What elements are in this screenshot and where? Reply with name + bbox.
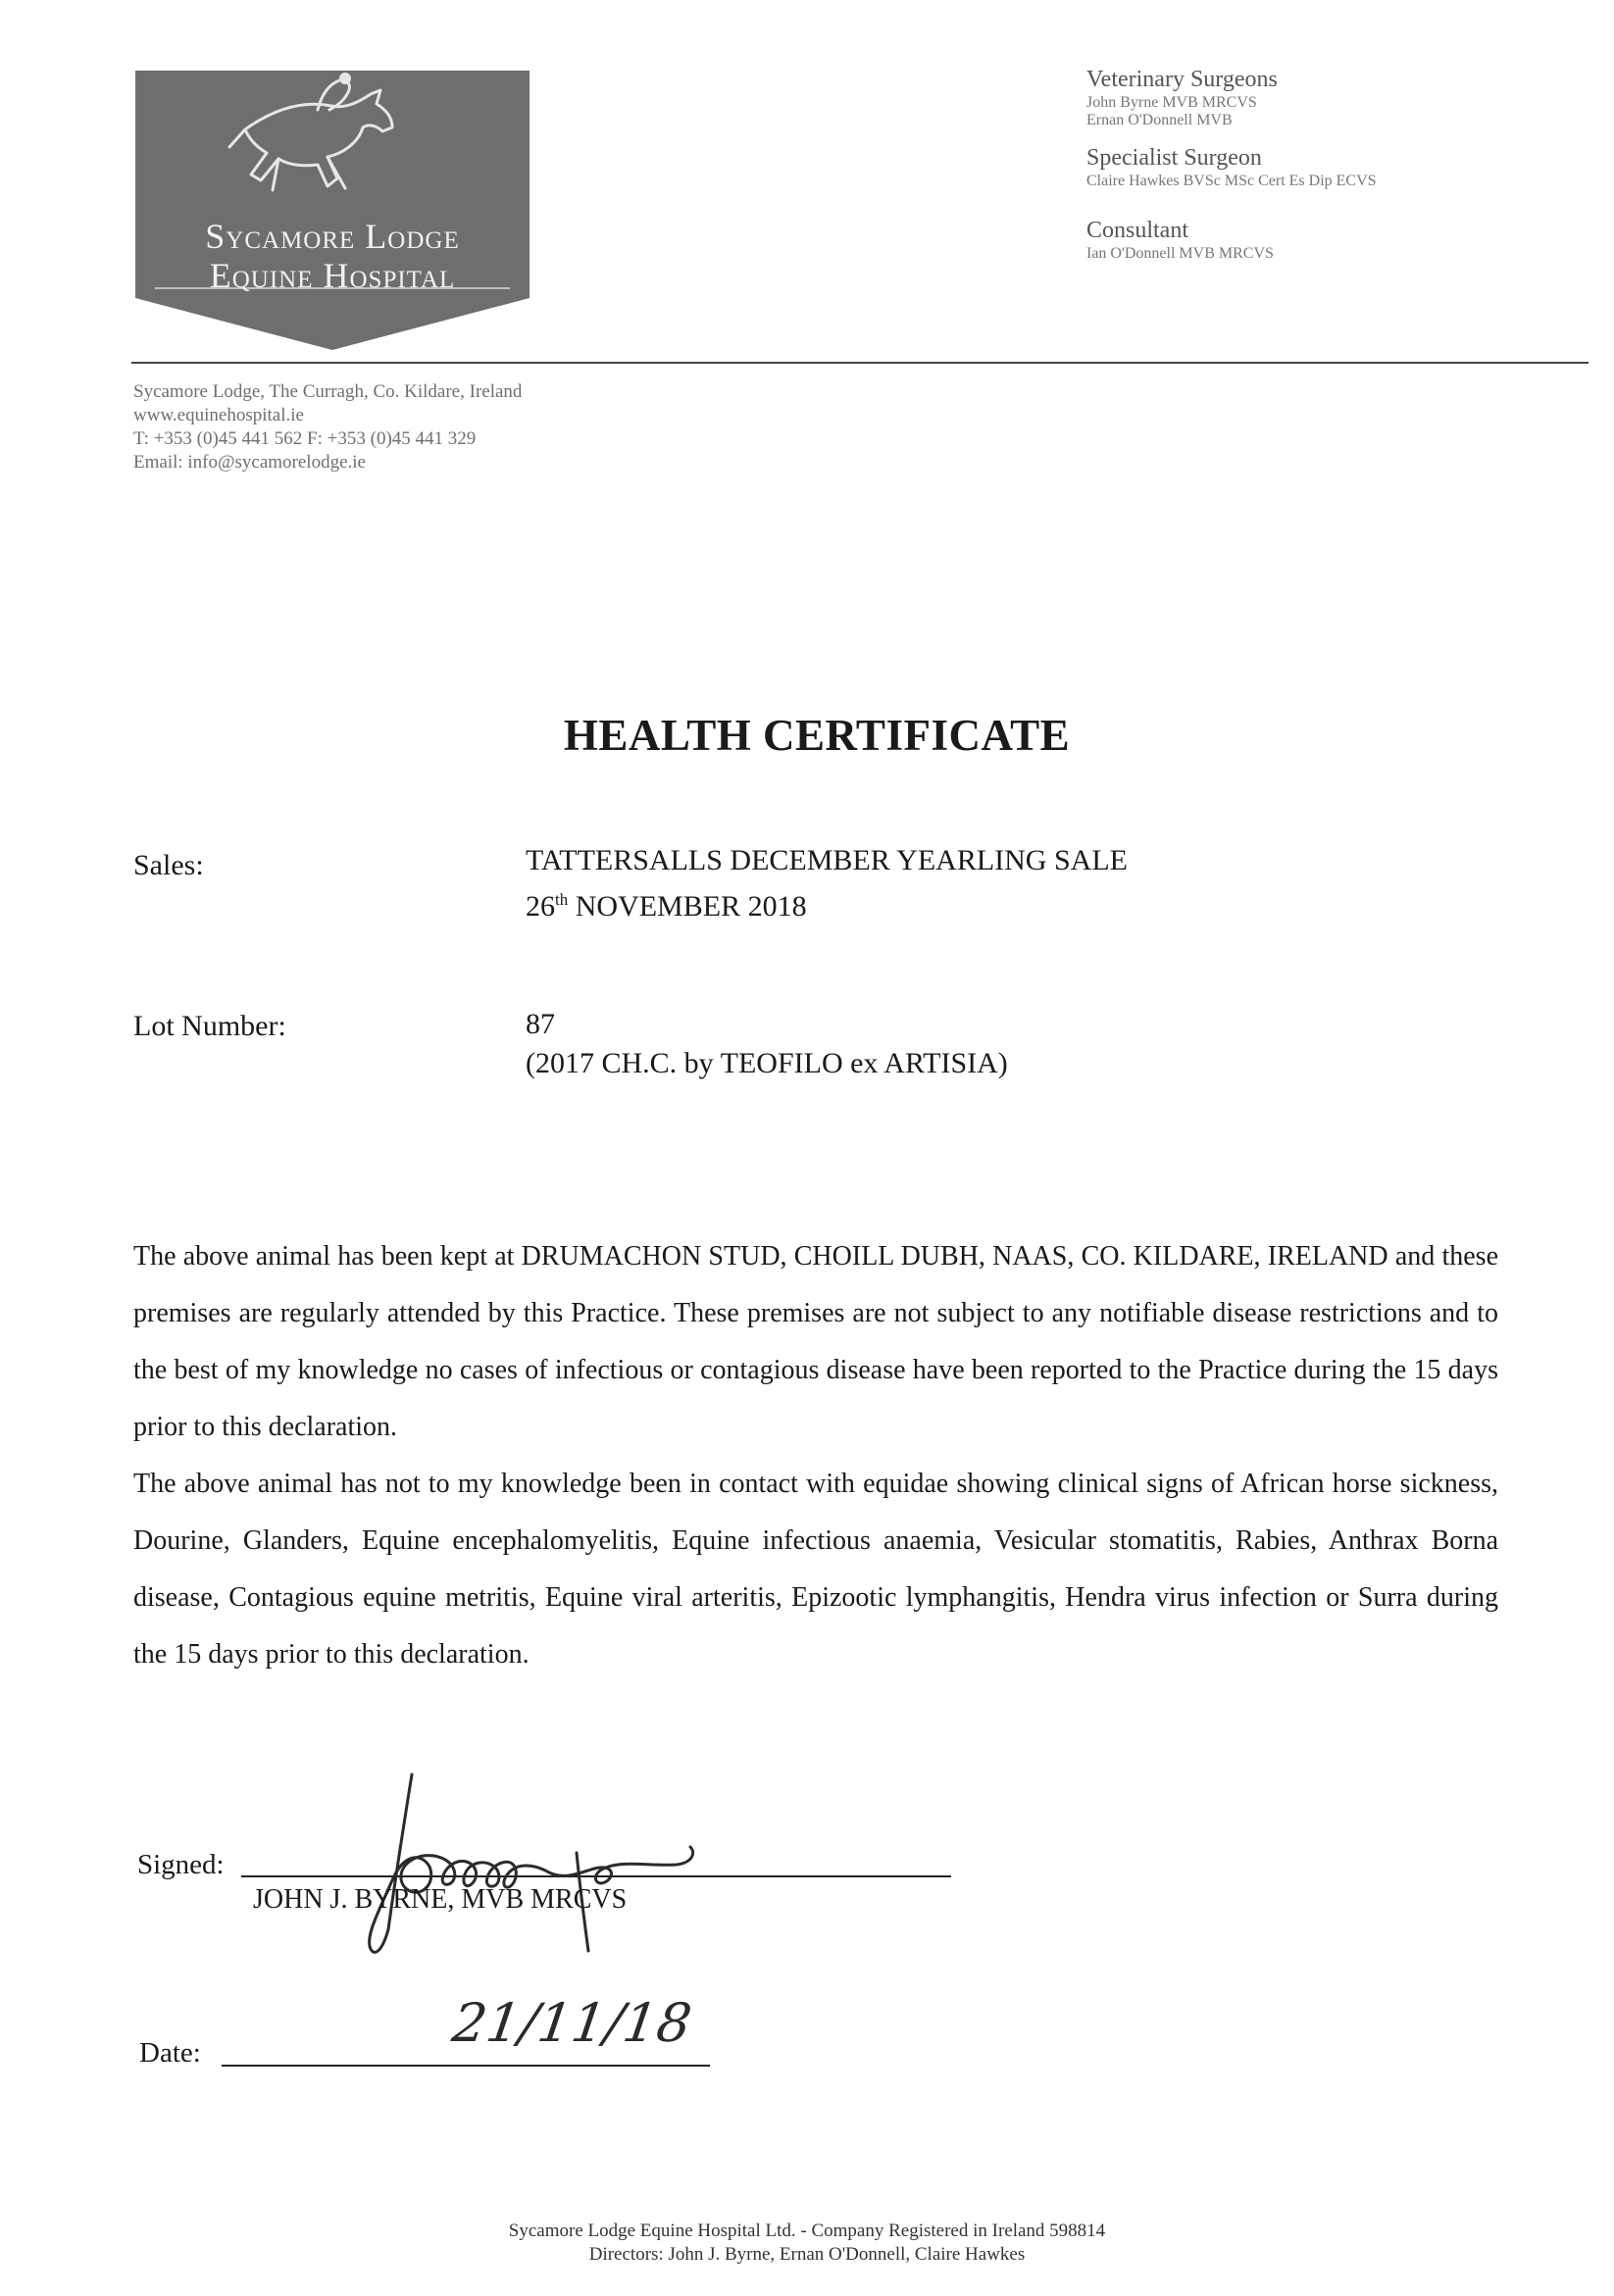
declaration-paragraph-1: The above animal has been kept at DRUMACHON STUD, CHOILL DUBH, NAAS, CO. KILDARE, IRELAND and these premises are regularly attended by this Practice. These premises are not subject to any notifiable disease restrictions and to the best of my knowledge no cases of infectious or contagious disease have been reported to the Practice during the 15 days prior to this declaration. [133, 1241, 1498, 1442]
directors-list: Directors: John J. Byrne, Ernan O'Donnell, Claire Hawkes [588, 2244, 1026, 2265]
signatory-name: JOHN J. BYRNE, MVB MRCVS [253, 1884, 628, 1915]
specialist-heading: Specialist Surgeon [1086, 145, 1262, 171]
email-link[interactable]: Email: info@sycamorelodge.ie [133, 452, 366, 473]
sales-name: TATTERSALLS DECEMBER YEARLING SALE [526, 844, 1128, 876]
vet-name: John Byrne MVB MRCVS [1086, 94, 1257, 111]
handwritten-signature [353, 1765, 765, 1961]
logo-banner-shape [135, 71, 530, 350]
staff-list [1086, 65, 1557, 276]
hospital-address [133, 380, 820, 474]
lot-description: (2017 CH.C. by TEOFILO ex ARTISIA) [526, 1047, 1008, 1079]
consultant-names [1086, 245, 1557, 263]
certificate-body [133, 1228, 1498, 1683]
logo-text-line2: Equine Hospital [209, 256, 456, 295]
company-registration: Sycamore Lodge Equine Hospital Ltd. - Company Registered in Ireland 598814 [508, 2221, 1106, 2241]
date-line [222, 2065, 710, 2067]
address-line: Sycamore Lodge, The Curragh, Co. Kildare, Ireland [133, 381, 523, 402]
footer [0, 2220, 1614, 2267]
lot-number: 87 [526, 1008, 555, 1040]
consultant-heading: Consultant [1086, 218, 1189, 243]
logo-text-line1: Sycamore Lodge [205, 217, 460, 256]
date-label: Date: [139, 2037, 201, 2069]
lot-details [526, 1005, 1506, 1083]
consultant-name: Ian O'Donnell MVB MRCVS [1086, 245, 1274, 262]
specialist-name: Claire Hawkes BVSc MSc Cert Es Dip ECVS [1086, 173, 1377, 189]
declaration-paragraph-2: The above animal has not to my knowledge been in contact with equidae showing clinical signs of African horse sickness, Dourine, Glanders, Equine encephalomyelitis, Equine infectious anaemia, Vesicular stomatitis, Rabies, Anthrax Borna disease, Contagious equine metritis, Equine viral arteritis, Epizootic lymphangitis, Hendra virus infection or Surra during the 15 days prior to this declaration. [133, 1469, 1498, 1670]
specialist-names [1086, 173, 1557, 190]
handwritten-date: 21/11/18 [448, 1992, 695, 2054]
vet-surgeons-heading: Veterinary Surgeons [1086, 67, 1278, 92]
vet-surgeons-names [1086, 94, 1557, 129]
certificate-title: HEALTH CERTIFICATE [563, 711, 1071, 760]
sales-date: 26th NOVEMBER 2018 [526, 890, 807, 923]
signed-label: Signed: [137, 1849, 225, 1880]
website-link[interactable]: www.equinehospital.ie [133, 405, 304, 425]
sales-details [526, 841, 1506, 926]
phone-fax-line: T: +353 (0)45 441 562 F: +353 (0)45 441 329 [133, 428, 477, 449]
header-divider [131, 362, 1589, 364]
lot-number-label: Lot Number: [133, 1010, 286, 1042]
sales-label: Sales: [133, 849, 204, 881]
vet-name: Ernan O'Donnell MVB [1086, 112, 1233, 128]
hospital-logo [135, 71, 530, 350]
